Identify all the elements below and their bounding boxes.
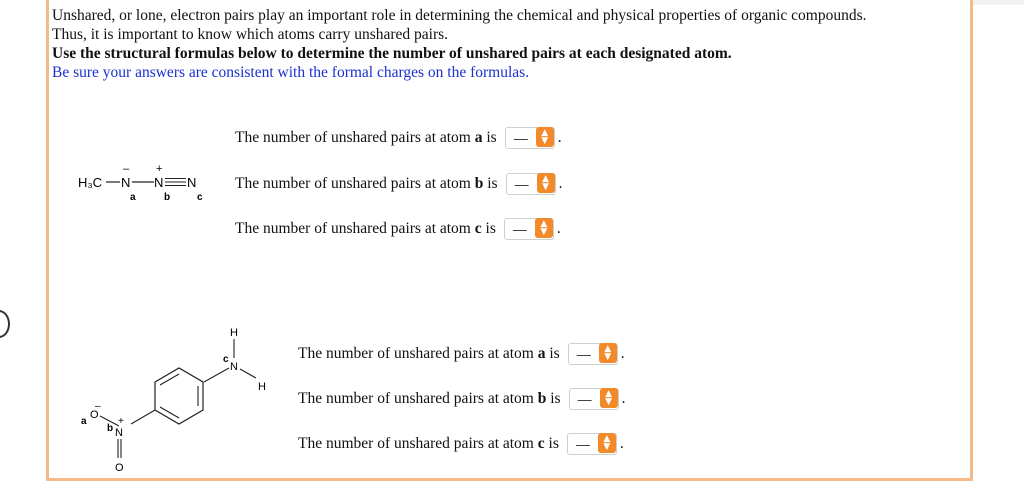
atom-a-tag: a bbox=[81, 416, 87, 427]
chevron-updown-icon[interactable]: ▲ ▼ bbox=[537, 173, 555, 193]
question-prefix: The number of unshared pairs at atom bbox=[298, 345, 534, 362]
intro-line-2: Thus, it is important to know which atoms carry unshared pairs. bbox=[52, 26, 449, 43]
chevron-updown-icon[interactable]: ▲ ▼ bbox=[535, 218, 553, 238]
question-prefix: The number of unshared pairs at atom bbox=[235, 129, 471, 146]
select-value: — bbox=[577, 391, 592, 407]
p2-question-a: The number of unshared pairs at atom a is — ▲ ▼ . bbox=[298, 343, 625, 365]
question-suffix: is bbox=[550, 390, 561, 407]
select-value: — bbox=[576, 346, 591, 362]
question-prefix: The number of unshared pairs at atom bbox=[298, 390, 534, 407]
p1-atom-c-select[interactable] bbox=[504, 218, 554, 240]
atom-b-n-label: N bbox=[115, 427, 123, 439]
p1-atom-b-select[interactable] bbox=[506, 173, 556, 195]
question-suffix: is bbox=[486, 129, 497, 146]
question-suffix: is bbox=[549, 345, 560, 362]
top-bar bbox=[970, 0, 1024, 5]
minus-charge: – bbox=[95, 401, 101, 412]
select-value: — bbox=[512, 221, 527, 237]
double-bond-o-label: O bbox=[115, 462, 124, 474]
structure-1-methyl-azide bbox=[76, 160, 216, 204]
chevron-updown-icon[interactable]: ▲ ▼ bbox=[600, 388, 618, 408]
structure-2-nitroaniline bbox=[70, 320, 280, 480]
question-prefix: The number of unshared pairs at atom bbox=[235, 220, 471, 237]
question-suffix: is bbox=[548, 435, 559, 452]
question-suffix: is bbox=[485, 220, 496, 237]
p2-question-c: The number of unshared pairs at atom c is — ▲ ▼ . bbox=[298, 433, 624, 455]
question-prefix: The number of unshared pairs at atom bbox=[298, 435, 534, 452]
question-prefix: The number of unshared pairs at atom bbox=[235, 175, 471, 192]
p1-question-c: The number of unshared pairs at atom c is — ▲ ▼ . bbox=[235, 218, 561, 240]
question-atom: a bbox=[474, 129, 483, 146]
select-value: — bbox=[514, 176, 529, 192]
p2-atom-a-select[interactable] bbox=[568, 343, 618, 365]
h3c-label: H₃C bbox=[78, 175, 103, 190]
atom-a-tag: a bbox=[130, 192, 136, 203]
p1-question-b: The number of unshared pairs at atom b is — ▲ ▼ . bbox=[235, 173, 562, 195]
intro-note: Be sure your answers are consistent with the formal charges on the formulas. bbox=[52, 64, 530, 81]
intro-text bbox=[52, 6, 867, 82]
atom-c-n-label: N bbox=[187, 175, 197, 190]
atom-c-tag: c bbox=[197, 192, 203, 203]
question-atom: c bbox=[537, 435, 545, 452]
question-atom: b bbox=[537, 390, 547, 407]
plus-charge: + bbox=[156, 163, 163, 175]
left-edge-bracket bbox=[0, 310, 10, 338]
chevron-updown-icon[interactable]: ▲ ▼ bbox=[536, 127, 554, 147]
atom-b-tag: b bbox=[107, 423, 114, 434]
atom-b-n-label: N bbox=[154, 175, 164, 190]
atom-b-tag: b bbox=[164, 192, 171, 203]
plus-charge: + bbox=[118, 416, 124, 427]
h-right-label: H bbox=[258, 381, 266, 393]
atom-c-n-label: N bbox=[230, 361, 238, 373]
minus-charge: – bbox=[123, 163, 130, 175]
p1-atom-a-select[interactable] bbox=[505, 127, 555, 149]
atom-a-n-label: N bbox=[121, 175, 131, 190]
select-value: — bbox=[513, 130, 528, 146]
chevron-updown-icon[interactable]: ▲ ▼ bbox=[598, 433, 616, 453]
p1-question-a: The number of unshared pairs at atom a is — ▲ ▼ . bbox=[235, 127, 562, 149]
question-atom: a bbox=[537, 345, 546, 362]
select-value: — bbox=[575, 436, 590, 452]
h-top-label: H bbox=[230, 327, 238, 339]
question-atom: b bbox=[474, 175, 484, 192]
chevron-updown-icon[interactable]: ▲ ▼ bbox=[599, 343, 617, 363]
atom-a-o-label: O bbox=[90, 409, 99, 421]
question-atom: c bbox=[474, 220, 482, 237]
atom-c-tag: c bbox=[223, 354, 229, 365]
p2-question-b: The number of unshared pairs at atom b is — ▲ ▼ . bbox=[298, 388, 625, 410]
intro-instruction: Use the structural formulas below to determine the number of unshared pairs at each designated atom. bbox=[52, 45, 732, 62]
p2-atom-c-select[interactable] bbox=[567, 433, 617, 455]
intro-line-1: Unshared, or lone, electron pairs play an important role in determining the chemical and physical properties of organic compounds. bbox=[52, 7, 867, 24]
p2-atom-b-select[interactable] bbox=[569, 388, 619, 410]
question-suffix: is bbox=[487, 175, 498, 192]
